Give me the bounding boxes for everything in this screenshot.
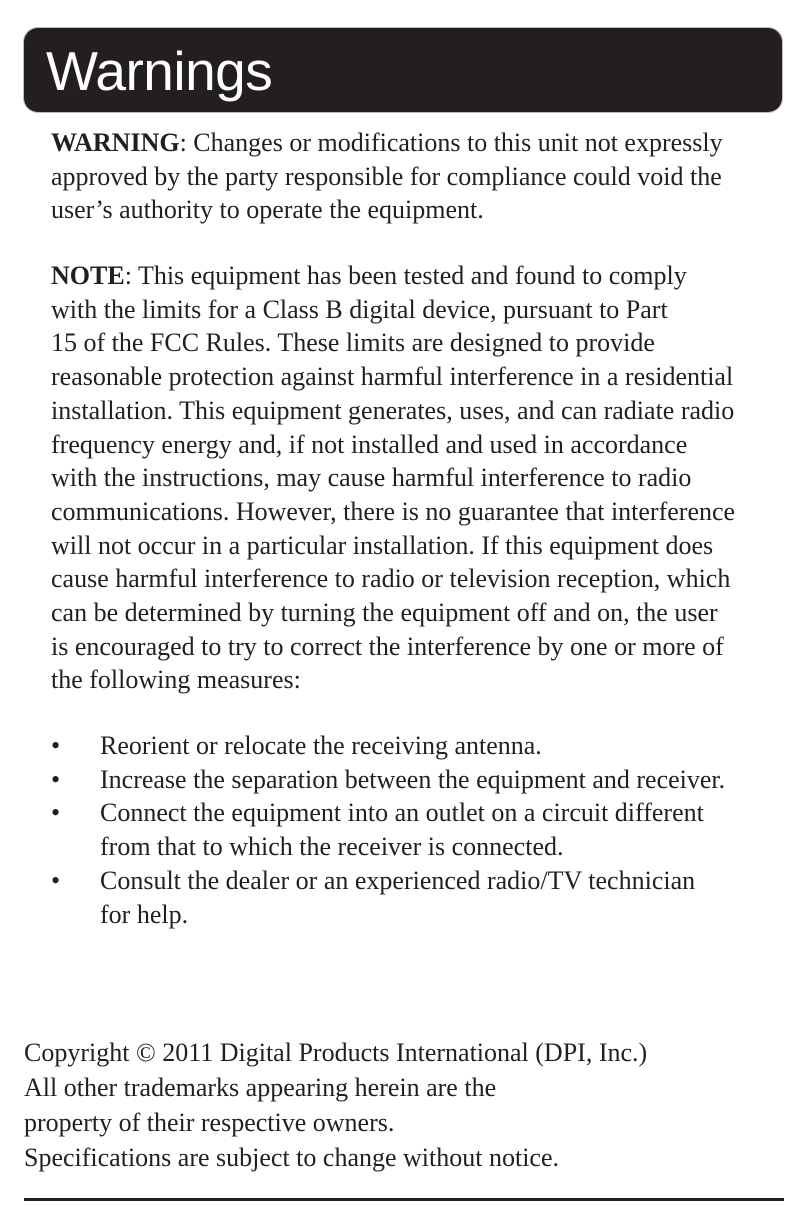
bullet-icon: • — [51, 865, 61, 895]
note-line: communications. However, there is no guarantee that interference — [51, 496, 736, 526]
section-title: Warnings — [46, 40, 273, 102]
warning-paragraph — [51, 126, 791, 227]
bullet-icon: • — [51, 764, 61, 794]
copyright-footer — [24, 1035, 784, 1175]
warning-line: approved by the party responsible for compliance could void the — [51, 161, 722, 191]
note-line: with the limits for a Class B digital device, pursuant to Part — [51, 294, 668, 324]
warning-line: user’s authority to operate the equipment. — [51, 195, 484, 225]
bullet-icon: • — [51, 731, 61, 760]
note-line: with the instructions, may cause harmful interference to radio — [51, 463, 692, 493]
note-label: NOTE — [51, 261, 125, 290]
note-line: is encouraged to try to correct the interference by one or more of — [51, 631, 724, 661]
measure-item — [51, 796, 791, 863]
warning-first-line — [51, 126, 791, 160]
note-paragraph — [51, 259, 791, 697]
note-line: frequency energy and, if not installed and used in accordance — [51, 429, 688, 459]
note-line: cause harmful interference to radio or television reception, which — [51, 564, 731, 594]
note-line: can be determined by turning the equipment off and on, the user — [51, 598, 718, 628]
footer-divider — [24, 1198, 784, 1201]
warning-first-line-text: : Changes or modifications to this unit not expressly — [179, 128, 723, 157]
note-first-line-text: : This equipment has been tested and found to comply — [124, 261, 687, 290]
specifications-line: Specifications are subject to change without notice. — [24, 1143, 559, 1172]
note-first-line — [51, 259, 791, 293]
note-line: will not occur in a particular installation. If this equipment does — [51, 530, 714, 560]
warning-label: WARNING — [51, 128, 180, 157]
trademark-line: property of their respective owners. — [24, 1108, 395, 1137]
bullet-icon: • — [51, 798, 61, 828]
measure-item — [51, 864, 791, 931]
measure-line: Connect the equipment into an outlet on a circuit different — [100, 798, 704, 828]
note-line: reasonable protection against harmful interference in a residential — [51, 362, 734, 392]
measure-item — [51, 763, 791, 797]
note-line: the following measures: — [51, 665, 301, 695]
note-line: 15 of the FCC Rules. These limits are designed to provide — [51, 328, 655, 358]
measure-line: for help. — [100, 899, 189, 929]
measures-list — [51, 729, 791, 931]
copyright-line: Copyright © 2011 Digital Products International (DPI, Inc.) — [24, 1038, 648, 1067]
measure-line: Increase the separation between the equipment and receiver. — [100, 764, 726, 794]
note-line: installation. This equipment generates, uses, and can radiate radio — [51, 395, 735, 425]
measure-item — [51, 729, 791, 763]
trademark-line: All other trademarks appearing herein are the — [24, 1073, 497, 1102]
measure-line: Reorient or relocate the receiving antenna. — [100, 731, 542, 760]
measure-line: Consult the dealer or an experienced radio/TV technician — [100, 865, 696, 895]
section-header-bar — [24, 28, 782, 112]
measure-line: from that to which the receiver is connected. — [100, 832, 564, 862]
